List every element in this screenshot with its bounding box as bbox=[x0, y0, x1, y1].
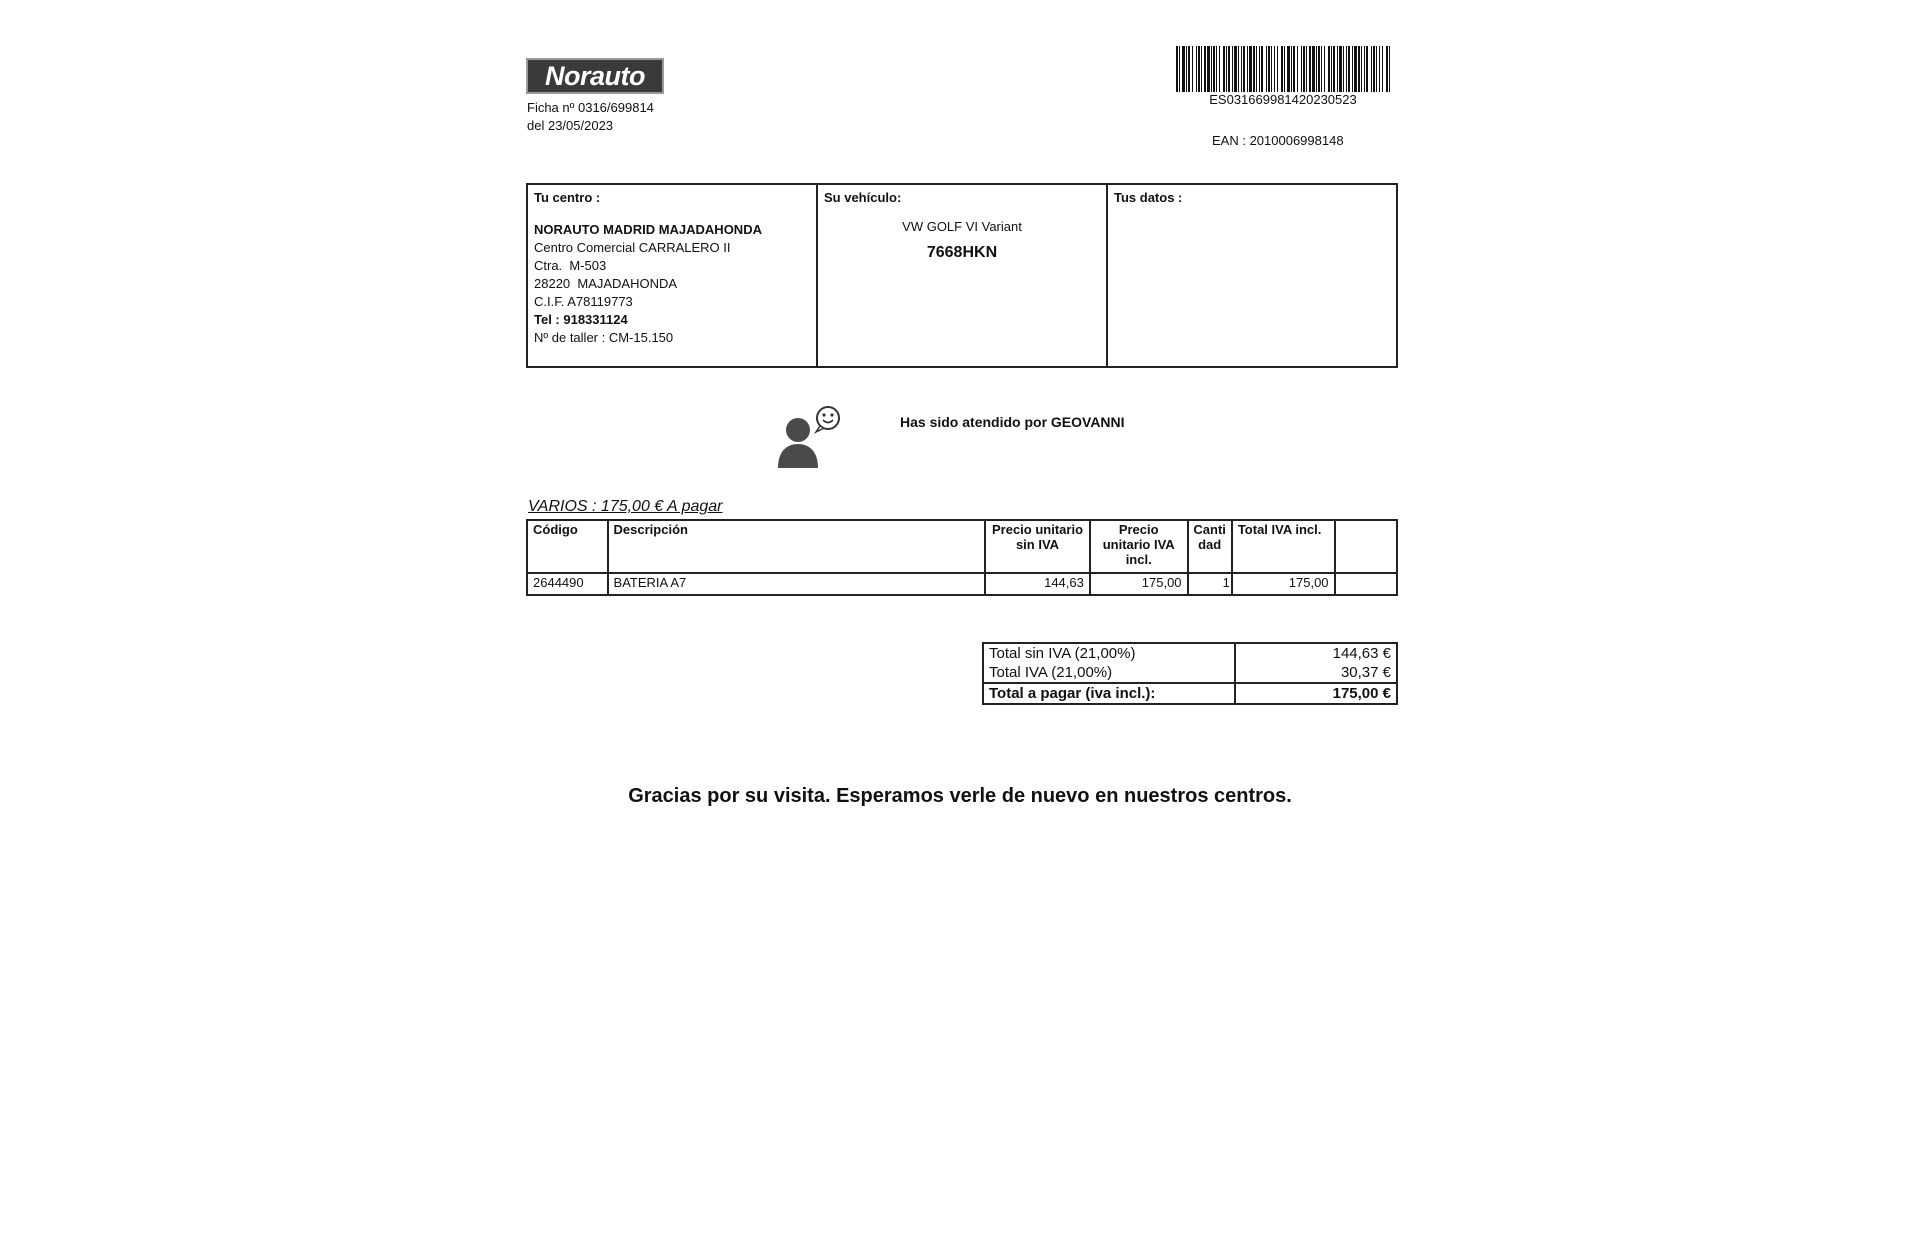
items-header-row bbox=[527, 520, 1397, 573]
table-row bbox=[527, 573, 1397, 595]
datos-box bbox=[1108, 185, 1396, 366]
col-total: Total IVA incl. bbox=[1232, 520, 1335, 573]
totals-table bbox=[982, 642, 1398, 705]
col-cantidad: Cantidad bbox=[1188, 520, 1232, 573]
ficha-info bbox=[527, 99, 654, 135]
cell-codigo: 2644490 bbox=[527, 573, 608, 595]
barcode-code: ES031669981420230523 bbox=[1209, 92, 1357, 107]
thanks-text: Gracias por su visita. Esperamos verle de nuevo en nuestros centros. bbox=[628, 785, 1292, 807]
thanks-message bbox=[0, 785, 1920, 808]
total-sin-iva-value: 144,63 € bbox=[1332, 645, 1391, 662]
total-sin-iva-label: Total sin IVA (21,00%) bbox=[983, 643, 1235, 663]
ficha-date: del 23/05/2023 bbox=[527, 118, 614, 133]
person-smiley-icon bbox=[774, 402, 844, 470]
centro-address-2: Ctra. M-503 bbox=[534, 258, 607, 273]
col-descripcion: Descripción bbox=[608, 520, 986, 573]
total-pagar-value: 175,00 € bbox=[1235, 683, 1397, 704]
col-precio-sin-iva: Precio unitario sin IVA bbox=[985, 520, 1090, 573]
col-codigo: Código bbox=[527, 520, 608, 573]
totals-row-sin-iva bbox=[983, 643, 1397, 663]
centro-heading: Tu centro : bbox=[534, 190, 601, 205]
vehiculo-plate: 7668HKN bbox=[926, 244, 998, 261]
info-boxes bbox=[526, 183, 1398, 368]
vehiculo-model: VW GOLF VI Variant bbox=[902, 219, 1022, 234]
cell-empty bbox=[1335, 573, 1397, 595]
totals-row-iva bbox=[983, 663, 1397, 683]
varios-heading bbox=[528, 498, 723, 516]
cell-cantidad: 1 bbox=[1188, 573, 1232, 595]
centro-address-1: Centro Comercial CARRALERO II bbox=[534, 240, 731, 255]
centro-tel: Tel : 918331124 bbox=[534, 312, 628, 327]
items-table bbox=[526, 519, 1398, 596]
centro-box bbox=[528, 185, 818, 366]
centro-address-3: 28220 MAJADAHONDA bbox=[534, 276, 678, 291]
vehiculo-box bbox=[818, 185, 1108, 366]
total-pagar-label: Total a pagar (iva incl.): bbox=[983, 683, 1235, 704]
ficha-number: Ficha nº 0316/699814 bbox=[527, 100, 654, 115]
centro-cif: C.I.F. A78119773 bbox=[534, 294, 633, 309]
cell-precio-sin-iva: 144,63 bbox=[985, 573, 1090, 595]
col-precio-iva: Precio unitario IVA incl. bbox=[1090, 520, 1188, 573]
total-iva-value: 30,37 € bbox=[1340, 664, 1391, 681]
norauto-logo bbox=[526, 58, 664, 94]
ean-code: EAN : 2010006998148 bbox=[1212, 133, 1344, 148]
cell-descripcion: BATERIA A7 bbox=[608, 573, 986, 595]
col-empty bbox=[1335, 520, 1397, 573]
vehiculo-heading: Su vehículo: bbox=[824, 190, 902, 205]
varios-text: VARIOS : 175,00 € A pagar bbox=[528, 498, 723, 515]
totals-row-pagar bbox=[983, 683, 1397, 704]
centro-taller: Nº de taller : CM-15.150 bbox=[534, 330, 674, 345]
attended-by: Has sido atendido por GEOVANNI bbox=[900, 414, 1125, 430]
centro-name: NORAUTO MADRID MAJADAHONDA bbox=[534, 222, 762, 237]
cell-precio-iva: 175,00 bbox=[1090, 573, 1188, 595]
datos-heading: Tus datos : bbox=[1114, 190, 1183, 205]
logo-text: Norauto bbox=[545, 60, 645, 91]
barcode-icon bbox=[1176, 46, 1390, 92]
cell-total: 175,00 bbox=[1232, 573, 1335, 595]
total-iva-label: Total IVA (21,00%) bbox=[983, 663, 1235, 683]
